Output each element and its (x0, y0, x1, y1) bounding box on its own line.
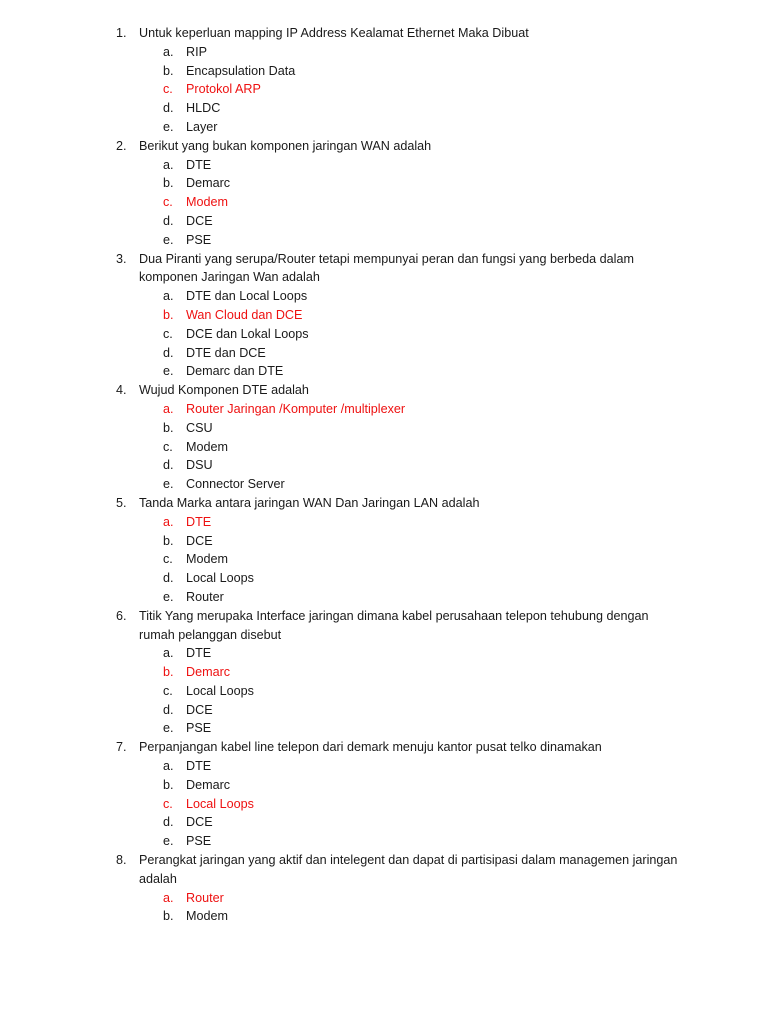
option-7b (0, 776, 768, 795)
option-1d (0, 99, 768, 118)
question-number: 6. (116, 608, 127, 623)
option-7c (0, 795, 768, 814)
option-1e (0, 118, 768, 137)
option-6b (0, 663, 768, 682)
option-2e (0, 231, 768, 250)
option-2a (0, 156, 768, 175)
question-8 (0, 851, 679, 889)
options-list-8 (0, 889, 768, 927)
option-6e (0, 719, 768, 738)
option-8b (0, 907, 768, 926)
option-letter: a. (163, 646, 174, 661)
option-2b (0, 174, 768, 193)
option-text: Protokol ARP (186, 82, 261, 97)
option-3c (0, 325, 768, 344)
option-7d (0, 813, 768, 832)
option-6c (0, 682, 768, 701)
option-letter: a. (163, 759, 174, 774)
option-text: DCE (186, 213, 213, 228)
option-letter: d. (163, 345, 174, 360)
option-text: Router Jaringan /Komputer /multiplexer (186, 401, 406, 416)
question-number: 7. (116, 740, 127, 755)
question-2 (0, 137, 679, 156)
option-letter: e. (163, 477, 174, 492)
option-3a (0, 287, 768, 306)
option-5c (0, 550, 768, 569)
option-text: Demarc (186, 665, 231, 680)
option-text: DSU (186, 458, 213, 473)
question-number: 5. (116, 495, 127, 510)
option-text: Demarc dan DTE (186, 364, 284, 379)
option-7a (0, 757, 768, 776)
option-text: Router (186, 589, 224, 604)
option-5e (0, 588, 768, 607)
option-letter: c. (163, 439, 173, 454)
option-letter: c. (163, 82, 173, 97)
option-letter: a. (163, 514, 174, 529)
option-text: Router (186, 890, 224, 905)
option-text: DTE dan DCE (186, 345, 266, 360)
option-4e (0, 475, 768, 494)
option-text: DCE (186, 702, 213, 717)
option-letter: a. (163, 289, 174, 304)
option-3d (0, 344, 768, 363)
option-letter: e. (163, 119, 174, 134)
options-list-2 (0, 156, 768, 250)
question-7 (0, 738, 679, 757)
option-5b (0, 532, 768, 551)
option-letter: d. (163, 702, 174, 717)
question-number: 1. (116, 26, 127, 40)
options-list-6 (0, 644, 768, 738)
option-text: PSE (186, 834, 212, 849)
option-letter: b. (163, 307, 174, 322)
question-text: Untuk keperluan mapping IP Address Kealamat Ethernet Maka Dibuat (139, 26, 529, 40)
option-letter: a. (163, 890, 174, 905)
option-text: Wan Cloud dan DCE (186, 307, 303, 322)
option-3b (0, 306, 768, 325)
option-text: Layer (186, 119, 218, 134)
option-1a (0, 43, 768, 62)
option-text: Modem (186, 439, 228, 454)
question-text: Perpanjangan kabel line telepon dari demark menuju kantor pusat telko dinamakan (139, 740, 602, 755)
question-number: 2. (116, 138, 127, 153)
options-list-3 (0, 287, 768, 381)
options-list-5 (0, 513, 768, 607)
option-letter: e. (163, 834, 174, 849)
question-number: 3. (116, 251, 127, 266)
option-2d (0, 212, 768, 231)
option-letter: e. (163, 232, 174, 247)
option-1b (0, 62, 768, 81)
question-text: Wujud Komponen DTE adalah (139, 383, 309, 398)
option-4b (0, 419, 768, 438)
options-list-1 (0, 43, 768, 137)
option-letter: b. (163, 665, 174, 680)
option-5a (0, 513, 768, 532)
option-letter: d. (163, 571, 174, 586)
option-text: DTE dan Local Loops (186, 289, 308, 304)
option-6a (0, 644, 768, 663)
question-text: Dua Piranti yang serupa/Router tetapi mempunyai peran dan fungsi yang berbeda dalam komponen Jaringan Wan adalah (139, 251, 634, 285)
option-1c (0, 80, 768, 99)
option-4a (0, 400, 768, 419)
option-letter: d. (163, 213, 174, 228)
option-letter: c. (163, 683, 173, 698)
option-text: PSE (186, 232, 212, 247)
option-letter: b. (163, 909, 174, 924)
option-text: DTE (186, 514, 212, 529)
option-letter: c. (163, 796, 173, 811)
question-3 (0, 250, 679, 288)
option-7e (0, 832, 768, 851)
option-text: Modem (186, 195, 228, 210)
option-text: DCE dan Lokal Loops (186, 326, 309, 341)
option-text: DTE (186, 759, 212, 774)
option-letter: c. (163, 195, 173, 210)
option-letter: c. (163, 552, 173, 567)
option-letter: d. (163, 815, 174, 830)
option-letter: a. (163, 44, 174, 59)
option-text: PSE (186, 721, 212, 736)
option-letter: d. (163, 458, 174, 473)
option-text: RIP (186, 44, 207, 59)
option-text: Modem (186, 909, 228, 924)
options-list-7 (0, 757, 768, 851)
option-letter: d. (163, 101, 174, 116)
question-text: Perangkat jaringan yang aktif dan intelegent dan dapat di partisipasi dalam managemen jaringan adalah (139, 853, 678, 886)
question-4 (0, 381, 679, 400)
option-text: Demarc (186, 176, 231, 191)
option-letter: b. (163, 63, 174, 78)
option-text: HLDC (186, 101, 221, 116)
option-letter: a. (163, 401, 174, 416)
option-text: Demarc (186, 777, 231, 792)
option-4c (0, 438, 768, 457)
option-6d (0, 701, 768, 720)
option-text: CSU (186, 420, 213, 435)
option-letter: e. (163, 589, 174, 604)
option-text: Modem (186, 552, 228, 567)
question-text: Tanda Marka antara jaringan WAN Dan Jaringan LAN adalah (139, 495, 480, 510)
option-4d (0, 456, 768, 475)
option-text: Connector Server (186, 477, 285, 492)
question-number: 8. (116, 853, 127, 868)
option-letter: e. (163, 364, 174, 379)
option-3e (0, 362, 768, 381)
question-text: Titik Yang merupaka Interface jaringan dimana kabel perusahaan telepon tehubung dengan rumah pelanggan disebut (139, 608, 649, 642)
option-letter: b. (163, 420, 174, 435)
option-letter: a. (163, 157, 174, 172)
option-letter: b. (163, 176, 174, 191)
question-1 (0, 24, 679, 43)
document-page (0, 24, 768, 926)
question-5 (0, 494, 679, 513)
option-letter: c. (163, 326, 173, 341)
option-8a (0, 889, 768, 908)
option-text: Local Loops (186, 796, 254, 811)
option-5d (0, 569, 768, 588)
question-number: 4. (116, 383, 127, 398)
option-text: DTE (186, 157, 212, 172)
option-text: Local Loops (186, 571, 254, 586)
options-list-4 (0, 400, 768, 494)
option-text: DCE (186, 533, 213, 548)
option-text: Encapsulation Data (186, 63, 296, 78)
option-2c (0, 193, 768, 212)
option-text: DCE (186, 815, 213, 830)
option-letter: b. (163, 777, 174, 792)
option-text: DTE (186, 646, 212, 661)
option-letter: b. (163, 533, 174, 548)
option-text: Local Loops (186, 683, 254, 698)
option-letter: e. (163, 721, 174, 736)
question-6 (0, 607, 679, 645)
question-text: Berikut yang bukan komponen jaringan WAN adalah (139, 138, 432, 153)
